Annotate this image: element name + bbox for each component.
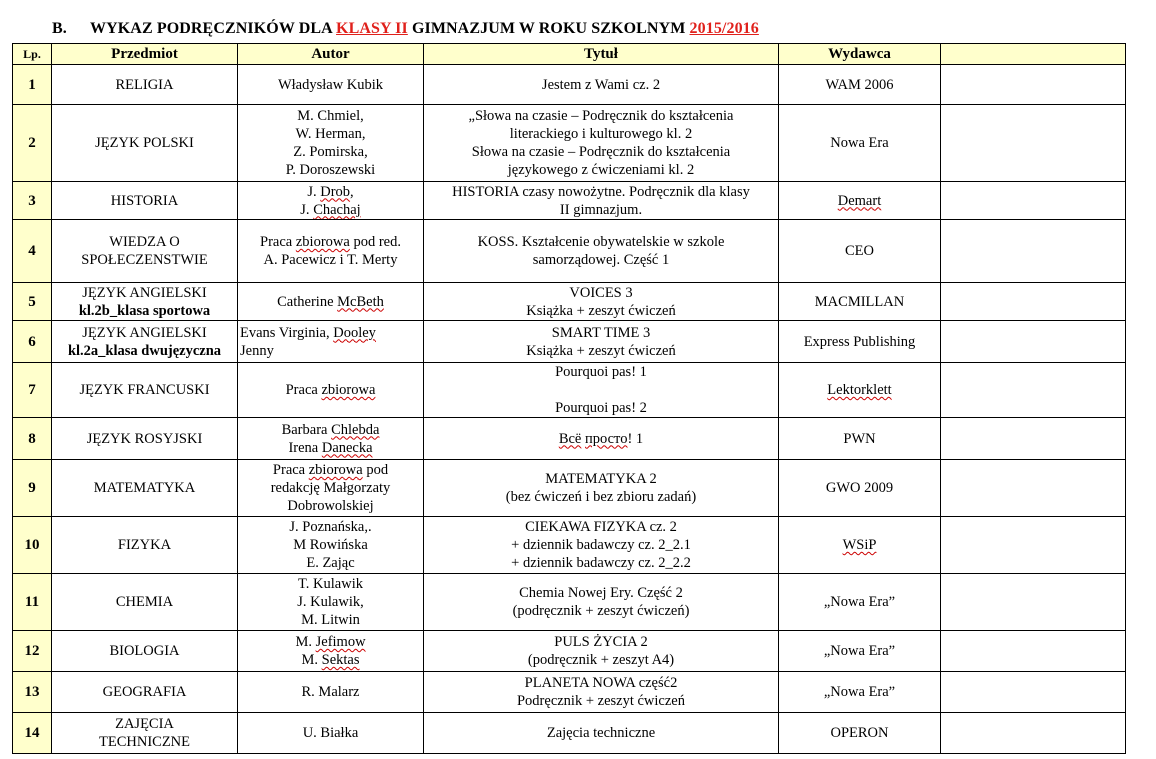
author-line: Praca zbiorowa pod red. xyxy=(260,234,401,250)
subject-cell xyxy=(52,182,238,220)
table-row xyxy=(13,631,1126,672)
publisher-cell xyxy=(779,321,941,363)
header-extra xyxy=(941,44,1126,65)
table-row xyxy=(13,574,1126,631)
row-number: 10 xyxy=(13,517,52,574)
subject-cell xyxy=(52,460,238,517)
author-line: M Rowińska xyxy=(293,537,368,553)
row-number: 11 xyxy=(13,574,52,631)
author-line: Evans Virginia, Dooley xyxy=(240,324,376,341)
title-line: Zajęcia techniczne xyxy=(546,725,656,741)
author-line: M. Jefimow xyxy=(295,634,366,650)
publisher-cell xyxy=(779,283,941,321)
extra-cell xyxy=(941,220,1126,283)
textbook-table xyxy=(12,43,1126,754)
author-line: E. Zając xyxy=(306,555,355,571)
subject-line: RELIGIA xyxy=(115,76,174,93)
title-cell xyxy=(424,65,779,105)
title-line: KOSS. Kształcenie obywatelskie w szkole xyxy=(477,234,725,250)
header-author: Autor xyxy=(238,44,424,65)
subject-cell xyxy=(52,363,238,418)
publisher-line: GWO 2009 xyxy=(825,480,894,496)
subject-line: MATEMATYKA xyxy=(93,480,196,496)
publisher-cell xyxy=(779,418,941,460)
title-line: + dziennik badawczy cz. 2_2.2 xyxy=(511,555,691,571)
author-line: J. Poznańska,. xyxy=(289,519,372,535)
header-row xyxy=(13,44,1126,65)
title-cell xyxy=(424,321,779,363)
publisher-cell xyxy=(779,460,941,517)
subject-cell xyxy=(52,105,238,182)
extra-cell xyxy=(941,65,1126,105)
author-line: A. Pacewicz i T. Merty xyxy=(263,252,398,268)
title-cell xyxy=(424,672,779,713)
table-row xyxy=(13,460,1126,517)
author-cell xyxy=(238,460,424,517)
author-cell xyxy=(238,105,424,182)
subject-cell xyxy=(52,517,238,574)
title-line: PULS ŻYCIA 2 xyxy=(554,634,648,650)
extra-cell xyxy=(941,283,1126,321)
title-cell xyxy=(424,283,779,321)
subject-cell xyxy=(52,283,238,321)
table-row xyxy=(13,321,1126,363)
title-line: Pourquoi pas! 2 xyxy=(555,400,647,416)
title-cell xyxy=(424,363,779,418)
title-cell xyxy=(424,631,779,672)
author-cell xyxy=(238,672,424,713)
publisher-line: CEO xyxy=(845,243,874,259)
author-line: U. Białka xyxy=(302,725,359,741)
title-line: (podręcznik + zeszyt A4) xyxy=(527,652,675,668)
author-cell xyxy=(238,220,424,283)
author-line: Dobrowolskiej xyxy=(287,498,374,514)
author-line: Władysław Kubik xyxy=(277,76,384,93)
author-cell xyxy=(238,182,424,220)
section-letter: B. xyxy=(52,20,67,37)
publisher-line: Nowa Era xyxy=(830,135,889,151)
author-line: Z. Pomirska, xyxy=(293,144,368,160)
header-title: Tytuł xyxy=(424,44,779,65)
extra-cell xyxy=(941,418,1126,460)
author-line: J. Chachaj xyxy=(300,201,361,218)
publisher-line: MACMILLAN xyxy=(814,293,905,310)
extra-cell xyxy=(941,105,1126,182)
subject-line: kl.2b_klasa sportowa xyxy=(78,302,211,319)
title-line: II gimnazjum. xyxy=(559,201,643,218)
subject-line: HISTORIA xyxy=(110,192,179,209)
subject-line: WIEDZA O xyxy=(109,234,180,250)
subject-cell xyxy=(52,65,238,105)
subject-line: SPOŁECZENSTWIE xyxy=(81,252,208,268)
author-cell xyxy=(238,65,424,105)
row-number: 13 xyxy=(13,672,52,713)
author-line: Jenny xyxy=(240,342,274,359)
author-cell xyxy=(238,574,424,631)
title-cell xyxy=(424,220,779,283)
title-line: literackiego i kulturowego kl. 2 xyxy=(509,126,693,142)
subject-cell xyxy=(52,574,238,631)
author-line: M. Chmiel, xyxy=(297,108,364,124)
table-row xyxy=(13,220,1126,283)
author-line: Praca zbiorowa pod xyxy=(272,462,389,478)
title-cell xyxy=(424,574,779,631)
subject-cell xyxy=(52,713,238,754)
author-cell xyxy=(238,321,424,363)
author-line: M. Sektas xyxy=(301,652,360,668)
subject-line: JĘZYK ROSYJSKI xyxy=(86,430,203,447)
title-cell xyxy=(424,418,779,460)
title-line: + dziennik badawczy cz. 2_2.1 xyxy=(511,537,691,553)
subject-line: FIZYKA xyxy=(117,537,172,553)
row-number: 8 xyxy=(13,418,52,460)
publisher-line: „Nowa Era” xyxy=(823,643,896,659)
author-line: redakcję Małgorzaty xyxy=(270,480,391,496)
author-cell xyxy=(238,283,424,321)
title-line: samorządowej. Część 1 xyxy=(532,252,670,268)
title-line: Książka + zeszyt ćwiczeń xyxy=(526,302,676,319)
publisher-cell xyxy=(779,631,941,672)
table-row xyxy=(13,105,1126,182)
title-line: Всё просто! 1 xyxy=(558,430,644,447)
title-line: Jestem z Wami cz. 2 xyxy=(541,76,661,93)
row-number: 4 xyxy=(13,220,52,283)
extra-cell xyxy=(941,713,1126,754)
row-number: 12 xyxy=(13,631,52,672)
table-row xyxy=(13,418,1126,460)
table-row xyxy=(13,713,1126,754)
row-number: 3 xyxy=(13,182,52,220)
header-publisher: Wydawca xyxy=(779,44,941,65)
title-line: Słowa na czasie – Podręcznik do kształcenia xyxy=(471,144,731,160)
author-line: Catherine McBeth xyxy=(277,293,384,310)
title-cell xyxy=(424,460,779,517)
subject-line: GEOGRAFIA xyxy=(102,684,187,700)
author-line: P. Doroszewski xyxy=(285,162,376,178)
title-part-1: WYKAZ PODRĘCZNIKÓW DLA xyxy=(90,20,337,37)
title-part-2: GIMNAZJUM W ROKU SZKOLNYM xyxy=(407,20,690,37)
publisher-cell xyxy=(779,517,941,574)
publisher-cell xyxy=(779,713,941,754)
title-class: KLASY II xyxy=(336,20,408,37)
extra-cell xyxy=(941,672,1126,713)
publisher-line: „Nowa Era” xyxy=(823,684,896,700)
author-line: T. Kulawik xyxy=(298,576,363,592)
title-line: Pourquoi pas! 1 xyxy=(555,364,647,380)
row-number: 7 xyxy=(13,363,52,418)
row-number: 1 xyxy=(13,65,52,105)
publisher-cell xyxy=(779,182,941,220)
author-cell xyxy=(238,418,424,460)
title-line: CIEKAWA FIZYKA cz. 2 xyxy=(525,519,677,535)
subject-line: JĘZYK FRANCUSKI xyxy=(79,382,210,398)
header-lp: Lp. xyxy=(13,44,52,65)
subject-cell xyxy=(52,418,238,460)
row-number: 14 xyxy=(13,713,52,754)
title-line: HISTORIA czasy nowożytne. Podręcznik dla klasy xyxy=(452,183,750,200)
title-line: Podręcznik + zeszyt ćwiczeń xyxy=(516,693,685,709)
title-line: VOICES 3 xyxy=(569,284,633,301)
title-year: 2015/2016 xyxy=(689,20,759,37)
table-row xyxy=(13,65,1126,105)
subject-line: JĘZYK POLSKI xyxy=(95,135,194,151)
subject-line: kl.2a_klasa dwujęzyczna xyxy=(67,342,222,359)
publisher-line: WAM 2006 xyxy=(825,76,894,93)
title-cell xyxy=(424,105,779,182)
author-line: Barbara Chlebda xyxy=(281,421,380,438)
table-row xyxy=(13,672,1126,713)
author-line: J. Kulawik, xyxy=(297,594,364,610)
subject-line: TECHNICZNE xyxy=(98,734,190,750)
subject-cell xyxy=(52,220,238,283)
author-line: Praca zbiorowa xyxy=(285,382,376,398)
table-row xyxy=(13,517,1126,574)
publisher-line: OPERON xyxy=(830,725,889,741)
publisher-cell xyxy=(779,220,941,283)
author-cell xyxy=(238,631,424,672)
header-subject: Przedmiot xyxy=(52,44,238,65)
author-cell xyxy=(238,363,424,418)
publisher-cell xyxy=(779,363,941,418)
subject-cell xyxy=(52,672,238,713)
author-line: J. Drob, xyxy=(307,183,354,200)
row-number: 5 xyxy=(13,283,52,321)
table-row xyxy=(13,283,1126,321)
extra-cell xyxy=(941,631,1126,672)
publisher-cell xyxy=(779,672,941,713)
publisher-line: Demart xyxy=(837,192,882,209)
extra-cell xyxy=(941,574,1126,631)
publisher-line: „Nowa Era” xyxy=(823,594,896,610)
title-cell xyxy=(424,182,779,220)
document-title xyxy=(52,20,759,38)
subject-line: CHEMIA xyxy=(115,594,174,610)
title-line: Chemia Nowej Ery. Część 2 xyxy=(519,585,683,601)
row-number: 9 xyxy=(13,460,52,517)
publisher-line: Express Publishing xyxy=(803,333,916,350)
subject-line: JĘZYK ANGIELSKI xyxy=(82,324,207,341)
title-cell xyxy=(424,517,779,574)
author-cell xyxy=(238,713,424,754)
extra-cell xyxy=(941,321,1126,363)
subject-line: BIOLOGIA xyxy=(109,643,180,659)
publisher-cell xyxy=(779,574,941,631)
row-number: 6 xyxy=(13,321,52,363)
author-line: M. Litwin xyxy=(301,612,360,628)
title-line: SMART TIME 3 xyxy=(551,324,651,341)
table-row xyxy=(13,363,1126,418)
title-line: PLANETA NOWA część2 xyxy=(524,675,678,691)
title-line: MATEMATYKA 2 xyxy=(545,471,657,487)
subject-cell xyxy=(52,631,238,672)
publisher-cell xyxy=(779,105,941,182)
row-number: 2 xyxy=(13,105,52,182)
publisher-line: PWN xyxy=(843,430,876,447)
subject-line: ZAJĘCIA xyxy=(115,716,174,732)
extra-cell xyxy=(941,363,1126,418)
subject-line: JĘZYK ANGIELSKI xyxy=(82,284,207,301)
subject-cell xyxy=(52,321,238,363)
title-cell xyxy=(424,713,779,754)
author-line: Irena Danecka xyxy=(288,439,373,456)
title-line: (podręcznik + zeszyt ćwiczeń) xyxy=(512,603,690,619)
publisher-line: WSiP xyxy=(842,537,877,553)
author-line: R. Malarz xyxy=(301,684,360,700)
title-line xyxy=(426,381,776,399)
title-line: językowego z ćwiczeniami kl. 2 xyxy=(507,162,695,178)
table-row xyxy=(13,182,1126,220)
extra-cell xyxy=(941,182,1126,220)
publisher-cell xyxy=(779,65,941,105)
extra-cell xyxy=(941,460,1126,517)
author-cell xyxy=(238,517,424,574)
author-line: W. Herman, xyxy=(295,126,366,142)
title-line: (bez ćwiczeń i bez zbioru zadań) xyxy=(505,489,697,505)
extra-cell xyxy=(941,517,1126,574)
publisher-line: Lektorklett xyxy=(827,382,892,398)
title-line: „Słowa na czasie – Podręcznik do kształcenia xyxy=(468,108,734,124)
title-line: Książka + zeszyt ćwiczeń xyxy=(526,342,676,359)
